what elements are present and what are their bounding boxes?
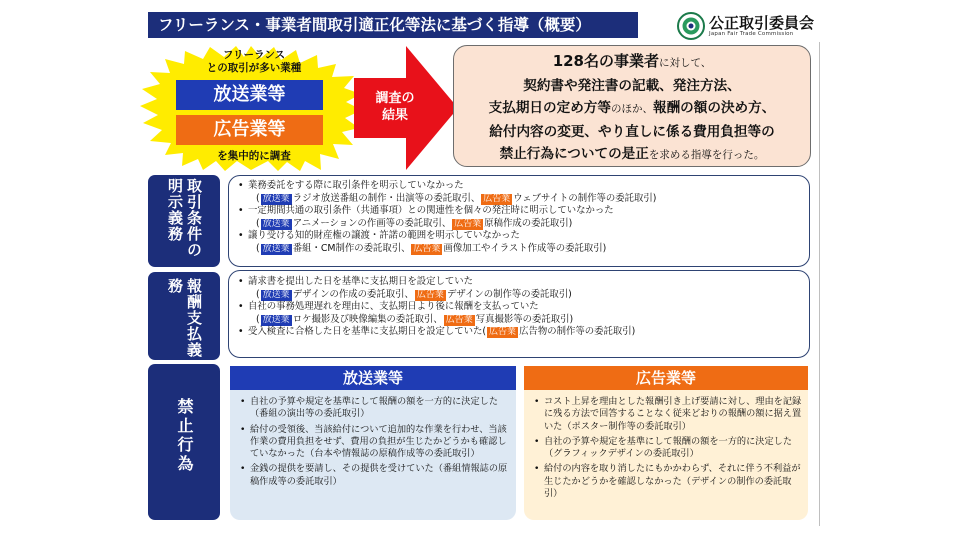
side-label-prohibited bbox=[148, 364, 220, 520]
list-item: • コスト上昇を理由とした報酬引き上げ要請に対し、理由を記録に残る方法で回答することなく従来どおりの報酬の額に据え置いた（ポスター制作等の委託取引） bbox=[532, 396, 802, 433]
prohibited-label-text: 禁止行為 bbox=[175, 398, 194, 474]
arrow-line-1: 調査の bbox=[375, 91, 415, 106]
chip-ad: 広告業 bbox=[454, 218, 482, 229]
result-l3a: 支払期日の定め方等 bbox=[488, 100, 611, 116]
disclosure-list bbox=[236, 180, 656, 255]
chip-ad: 広告業 bbox=[416, 289, 444, 300]
list-subitem: ( 放送業 ラジオ放送番組の制作・出演等の委託取引、 広告業 ウェブサイトの制作等の委託取引) bbox=[256, 192, 657, 204]
list-subitem: ( 放送業 ロケ撮影及び映像編集の委託取引、 広告業 写真撮影等の委託取引) bbox=[256, 313, 574, 325]
result-count: 128名の事業者 bbox=[552, 52, 659, 70]
chip-ad: 広告業 bbox=[445, 314, 473, 325]
chip-broadcast: 放送業 bbox=[262, 193, 290, 204]
chip-ad: 広告業 bbox=[483, 193, 511, 204]
side-label-disclosure bbox=[148, 175, 220, 267]
disclosure-label-text: 取引条件の明示義務 bbox=[166, 178, 203, 258]
arrow-line-2: 結果 bbox=[381, 108, 408, 123]
list-item: • 一定期間共通の取引条件（共通事項）との関連性を個々の発注時に明示していなかった bbox=[236, 205, 656, 218]
list-item-text: 受入検査に合格した日を基準に支払期日を設定していた( bbox=[248, 326, 487, 337]
list-item: • 自社の事務処理遅れを理由に、支払期日より後に報酬を支払っていた bbox=[236, 301, 635, 314]
org-name: 公正取引委員会 bbox=[709, 14, 815, 32]
subitem-broadcast: ロケ撮影及び映像編集の委託取引、 bbox=[292, 313, 443, 325]
arrow-label bbox=[358, 90, 432, 124]
target-bottom-caption: を集中的に調査 bbox=[217, 150, 291, 162]
list-item: • 請求書を提出した日を基準に支払期日を設定していた bbox=[236, 276, 635, 289]
result-text bbox=[458, 50, 806, 167]
list-item bbox=[236, 326, 635, 339]
subitem-ad: デザインの制作等の委託取引) bbox=[446, 288, 572, 300]
prohibited-broadcast-list bbox=[238, 396, 510, 491]
industry-ad-tag: 広告業等 bbox=[176, 115, 323, 145]
subitem-broadcast: アニメーションの作画等の委託取引、 bbox=[292, 217, 452, 229]
list-item: • 給付の内容を取り消したにもかかわらず、それに伴う不利益が生じたかどうかを確認しなかった（デザインの制作の委託取引） bbox=[532, 463, 802, 500]
subitem-broadcast: ラジオ放送番組の制作・出演等の委託取引、 bbox=[292, 192, 481, 204]
chip-broadcast: 放送業 bbox=[262, 289, 290, 300]
side-label-payment bbox=[148, 272, 220, 360]
subitem-broadcast: 番組・CM制作の委託取引、 bbox=[292, 242, 411, 254]
subitem-ad: 原稿作成の委託取引) bbox=[484, 217, 573, 229]
list-item-tail: 広告物の制作等の委託取引) bbox=[519, 326, 636, 337]
list-item: • 金銭の提供を要請し、その提供を受けていた（番組情報誌の原稿作成等の委託取引） bbox=[238, 463, 510, 488]
industry-broadcast-tag: 放送業等 bbox=[176, 80, 323, 110]
target-line-1: フリーランス bbox=[222, 49, 286, 61]
prohibited-ad-list bbox=[532, 396, 802, 503]
list-item: • 業務委託をする際に取引条件を明示していなかった bbox=[236, 180, 656, 193]
list-item: • 自社の予算や規定を基準にして報酬の額を一方的に決定した（番組の演出等の委託取引） bbox=[238, 396, 510, 421]
list-item: • 譲り受ける知的財産権の譲渡・許諾の範囲を明示していなかった bbox=[236, 230, 656, 243]
subitem-ad: 画像加工やイラスト作成等の委託取引) bbox=[443, 242, 607, 254]
chip-broadcast: 放送業 bbox=[262, 218, 290, 229]
chip-ad: 広告業 bbox=[413, 243, 441, 254]
result-line-4: 給付内容の変更、やり直しに係る費用負担等の bbox=[489, 123, 775, 140]
chip-ad: 広告業 bbox=[489, 327, 517, 337]
target-line-2: との取引が多い業種 bbox=[206, 62, 302, 74]
result-p1: に対して、 bbox=[659, 57, 712, 69]
subitem-ad: 写真撮影等の委託取引) bbox=[475, 313, 574, 325]
chip-broadcast: 放送業 bbox=[262, 314, 290, 325]
result-l3c: 報酬の額の決め方、 bbox=[653, 100, 776, 116]
list-subitem: ( 放送業 アニメーションの作画等の委託取引、 広告業 原稿作成の委託取引) bbox=[256, 217, 573, 229]
page-title: フリーランス・事業者間取引適正化等法に基づく指導（概要） bbox=[148, 12, 638, 38]
list-item: • 給付の受領後、当該給付について追加的な作業を行わせ、当該作業の費用負担をせず、費用の負担が生じたかどうかも確認していなかった（台本や情報誌の原稿作成等の委託取引） bbox=[238, 424, 510, 461]
list-subitem: ( 放送業 番組・CM制作の委託取引、 広告業 画像加工やイラスト作成等の委託取引) bbox=[256, 242, 607, 254]
org-name-en: Japan Fair Trade Commission bbox=[709, 31, 794, 37]
jftc-logo-icon bbox=[677, 12, 705, 40]
result-l5b: を求める指導を行った。 bbox=[648, 149, 765, 161]
prohibited-ad-header: 広告業等 bbox=[524, 366, 808, 390]
result-line-2: 契約書や発注書の記載、発注方法、 bbox=[523, 77, 741, 94]
chip-broadcast: 放送業 bbox=[262, 243, 290, 254]
target-caption bbox=[178, 49, 330, 75]
result-l5a: 禁止行為についての是正 bbox=[499, 146, 649, 162]
list-subitem: ( 放送業 デザインの作成の委託取引、 広告業 デザインの制作等の委託取引) bbox=[256, 288, 572, 300]
divider bbox=[819, 42, 820, 526]
payment-list bbox=[236, 276, 635, 339]
subitem-broadcast: デザインの作成の委託取引、 bbox=[292, 288, 414, 300]
payment-label-text: 報酬支払義務 bbox=[166, 278, 203, 358]
result-l3b: のほか、 bbox=[611, 103, 653, 115]
list-item: • 自社の予算や規定を基準にして報酬の額を一方的に決定した（グラフィックデザインの委託取引） bbox=[532, 436, 802, 461]
prohibited-broadcast-header: 放送業等 bbox=[230, 366, 516, 390]
subitem-ad: ウェブサイトの制作等の委託取引) bbox=[513, 192, 657, 204]
